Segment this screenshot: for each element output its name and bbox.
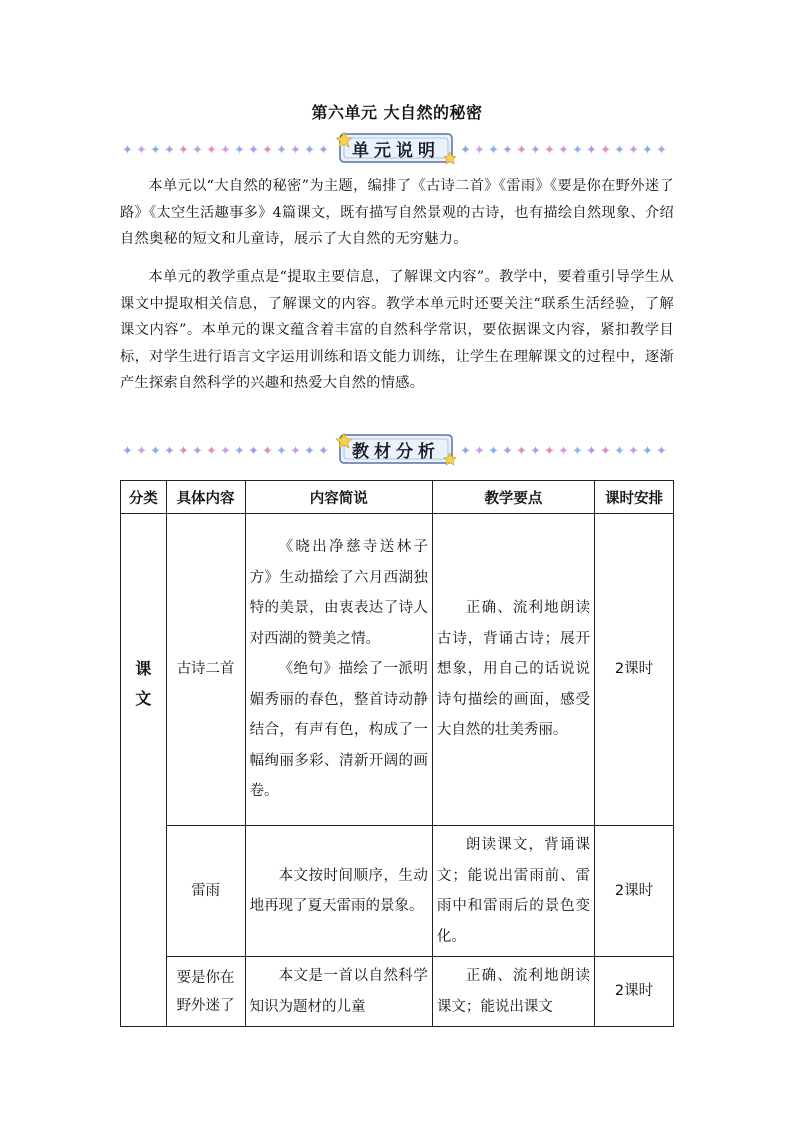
svg-text:✦: ✦ (318, 444, 329, 459)
analysis-table (120, 480, 674, 1027)
svg-text:✦: ✦ (150, 444, 161, 459)
row-desc (245, 514, 432, 826)
svg-text:✦: ✦ (192, 143, 203, 158)
svg-text:✦: ✦ (262, 143, 273, 158)
svg-text:✦: ✦ (656, 444, 667, 459)
svg-text:✦: ✦ (206, 444, 217, 459)
svg-text:✦: ✦ (248, 444, 259, 459)
svg-text:✦: ✦ (530, 444, 541, 459)
svg-text:✦: ✦ (262, 444, 273, 459)
svg-text:✦: ✦ (642, 143, 653, 158)
svg-text:✦: ✦ (586, 143, 597, 158)
row-key-paragraph: 正确、流利地朗读古诗，背诵古诗；展开想象，用自己的话说说诗句描绘的画面，感受大自然的壮美秀丽。 (436, 600, 590, 739)
intro-paragraph-1: 本单元以“大自然的秘密”为主题，编排了《古诗二首》《雷雨》《要是你在野外迷了路》《太空生活趣事多》4篇课文，既有描写自然景观的古诗，也有描绘自然现象、介绍自然奥秘的短文和儿童诗，展示了大自然的无穷魅力。 (120, 178, 674, 247)
svg-text:✦: ✦ (614, 143, 625, 158)
svg-text:✦: ✦ (150, 143, 161, 158)
row-key (432, 514, 594, 826)
svg-text:✦: ✦ (488, 143, 499, 158)
svg-text:✦: ✦ (136, 444, 147, 459)
row-time: 2课时 (594, 514, 673, 826)
svg-text:✦: ✦ (642, 444, 653, 459)
svg-text:✦: ✦ (474, 143, 485, 158)
svg-text:✦: ✦ (530, 143, 541, 158)
svg-text:✦: ✦ (136, 143, 147, 158)
row-key-paragraph: 正确、流利地朗读课文；能说出课文 (436, 968, 590, 1015)
row-desc-paragraph: 本文是一首以自然科学知识为题材的儿童 (249, 968, 428, 1015)
header-content: 具体内容 (166, 481, 245, 514)
category-label: 课文 (135, 659, 152, 708)
header-category: 分类 (121, 481, 167, 514)
svg-text:✦: ✦ (206, 143, 217, 158)
table-row (121, 514, 674, 826)
svg-text:✦: ✦ (460, 143, 471, 158)
row-item: 雷雨 (166, 826, 245, 957)
row-item: 古诗二首 (166, 514, 245, 826)
svg-text:✦: ✦ (488, 444, 499, 459)
page-title: 第六单元 大自然的秘密 (311, 103, 483, 122)
material-analysis-banner (118, 433, 674, 467)
svg-text:✦: ✦ (304, 444, 315, 459)
svg-text:✦: ✦ (164, 143, 175, 158)
svg-text:✦: ✦ (290, 143, 301, 158)
svg-text:✦: ✦ (516, 143, 527, 158)
svg-text:✦: ✦ (558, 143, 569, 158)
svg-text:✦: ✦ (656, 143, 667, 158)
svg-text:✦: ✦ (234, 143, 245, 158)
svg-text:✦: ✦ (614, 444, 625, 459)
row-desc (245, 957, 432, 1027)
svg-text:✦: ✦ (178, 143, 189, 158)
svg-text:✦: ✦ (276, 444, 287, 459)
table-row (121, 957, 674, 1027)
svg-text:✦: ✦ (234, 444, 245, 459)
row-desc-paragraph: 本文按时间顺序，生动地再现了夏天雷雨的景象。 (249, 867, 428, 914)
svg-text:✦: ✦ (276, 143, 287, 158)
svg-text:✦: ✦ (628, 143, 639, 158)
unit-note-title: 单元说明 (352, 140, 440, 161)
svg-text:✦: ✦ (460, 444, 471, 459)
svg-text:✦: ✦ (122, 444, 133, 459)
svg-text:✦: ✦ (502, 143, 513, 158)
svg-text:✦: ✦ (544, 143, 555, 158)
row-key (432, 957, 594, 1027)
svg-text:✦: ✦ (178, 444, 189, 459)
svg-text:✦: ✦ (248, 143, 259, 158)
svg-text:✦: ✦ (290, 444, 301, 459)
intro-paragraph-2: 本单元的教学重点是“提取主要信息，了解课文内容”。教学中，要着重引导学生从课文中提取相关信息，了解课文的内容。教学本单元时还要关注“联系生活经验，了解课文内容”。本单元的课文蕴含着丰富的自然科学常识，要依据课文内容，紧扣教学目标，对学生进行语言文字运用训练和语文能力训练，让学生在理解课文的过程中，逐渐产生探索自然科学的兴趣和热爱大自然的情感。 (120, 269, 674, 391)
row-key (432, 826, 594, 957)
svg-text:✦: ✦ (164, 444, 175, 459)
svg-text:✦: ✦ (572, 444, 583, 459)
table-row (121, 826, 674, 957)
header-summary: 内容简说 (245, 481, 432, 514)
svg-text:✦: ✦ (572, 143, 583, 158)
svg-text:✦: ✦ (192, 444, 203, 459)
svg-text:✦: ✦ (474, 444, 485, 459)
svg-text:✦: ✦ (304, 143, 315, 158)
row-time: 2课时 (594, 826, 673, 957)
svg-text:✦: ✦ (318, 143, 329, 158)
svg-text:✦: ✦ (516, 444, 527, 459)
table-header-row (121, 481, 674, 514)
row-desc-paragraph: 《绝句》描绘了一派明媚秀丽的春色，整首诗动静结合，有声有色，构成了一幅绚丽多彩、清新开阔的画卷。 (249, 661, 428, 800)
svg-text:✦: ✦ (122, 143, 133, 158)
header-class-hours: 课时安排 (594, 481, 673, 514)
row-item: 要是你在野外迷了 (166, 957, 245, 1027)
row-key-paragraph: 朗读课文，背诵课文；能说出雷雨前、雷雨中和雷雨后的景色变化。 (436, 837, 590, 945)
row-desc-paragraph: 《晓出净慈寺送林子方》生动描绘了六月西湖独特的美景，由衷表达了诗人对西湖的赞美之情。 (249, 539, 428, 647)
svg-text:✦: ✦ (558, 444, 569, 459)
category-cell (121, 514, 167, 1027)
row-time: 2课时 (594, 957, 673, 1027)
svg-text:✦: ✦ (600, 444, 611, 459)
unit-note-banner (118, 132, 674, 166)
svg-text:✦: ✦ (544, 444, 555, 459)
svg-text:✦: ✦ (586, 444, 597, 459)
svg-text:✦: ✦ (502, 444, 513, 459)
material-analysis-title: 教材分析 (352, 441, 440, 462)
svg-text:✦: ✦ (600, 143, 611, 158)
svg-text:✦: ✦ (220, 143, 231, 158)
header-teaching-points: 教学要点 (432, 481, 594, 514)
svg-text:✦: ✦ (220, 444, 231, 459)
row-desc (245, 826, 432, 957)
svg-text:✦: ✦ (628, 444, 639, 459)
